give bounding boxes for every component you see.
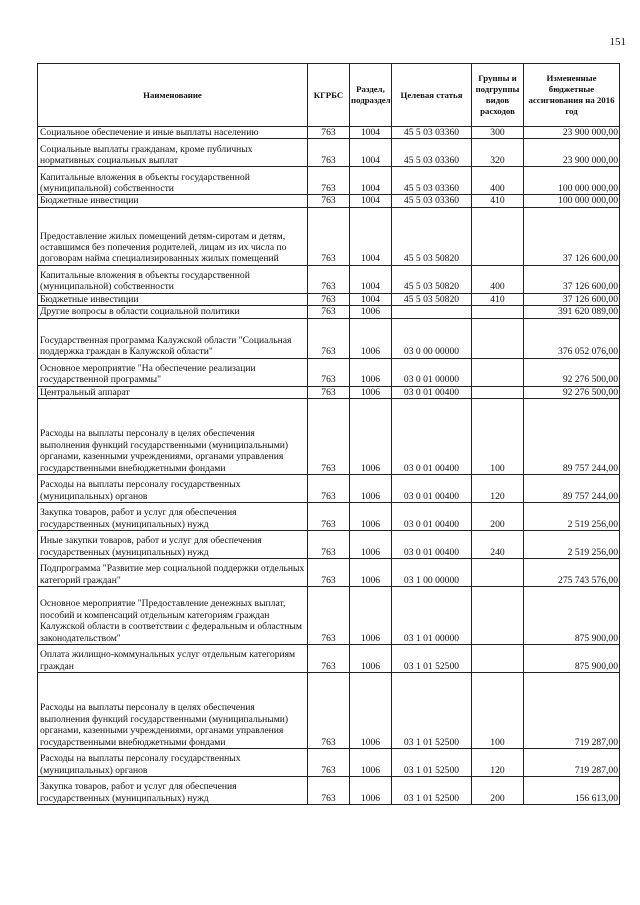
row-group: 400 xyxy=(472,167,524,195)
row-group: 100 xyxy=(472,673,524,749)
row-kgrbs: 763 xyxy=(308,293,350,305)
table-row xyxy=(38,306,620,318)
row-name: Социальное обеспечение и иные выплаты населению xyxy=(38,127,308,139)
row-section: 1004 xyxy=(350,265,392,293)
row-kgrbs: 763 xyxy=(308,195,350,207)
row-kgrbs: 763 xyxy=(308,265,350,293)
row-name: Бюджетные инвестиции xyxy=(38,293,308,305)
row-kgrbs: 763 xyxy=(308,399,350,475)
row-target: 45 5 03 03360 xyxy=(392,139,472,167)
row-group: 200 xyxy=(472,503,524,531)
row-section: 1004 xyxy=(350,293,392,305)
row-kgrbs: 763 xyxy=(308,587,350,645)
row-section: 1006 xyxy=(350,475,392,503)
row-target: 03 0 00 00000 xyxy=(392,318,472,358)
row-amount: 92 276 500,00 xyxy=(524,386,620,398)
row-amount: 2 519 256,00 xyxy=(524,531,620,559)
row-group: 410 xyxy=(472,293,524,305)
row-amount: 37 126 600,00 xyxy=(524,207,620,265)
row-target: 03 0 01 00000 xyxy=(392,358,472,386)
row-group xyxy=(472,306,524,318)
row-name: Оплата жилищно-коммунальных услуг отдельным категориям граждан xyxy=(38,645,308,673)
row-name: Другие вопросы в области социальной политики xyxy=(38,306,308,318)
page-number: 151 xyxy=(609,36,626,48)
row-section: 1006 xyxy=(350,531,392,559)
row-target: 45 5 03 50820 xyxy=(392,293,472,305)
header-target: Целевая статья xyxy=(392,64,472,127)
row-group: 120 xyxy=(472,475,524,503)
row-amount: 391 620 089,00 xyxy=(524,306,620,318)
row-amount: 719 287,00 xyxy=(524,673,620,749)
row-name: Подпрограмма "Развитие мер социальной поддержки отдельных категорий граждан" xyxy=(38,559,308,587)
row-name: Расходы на выплаты персоналу в целях обеспечения выполнения функций государственными (муниципальными) органами, казенными учреждениями, органами управления государственными внебюджетными фондами xyxy=(38,399,308,475)
row-target: 03 1 01 52500 xyxy=(392,645,472,673)
header-groups: Группы и подгруппы видов расходов xyxy=(472,64,524,127)
row-kgrbs: 763 xyxy=(308,673,350,749)
table-row xyxy=(38,358,620,386)
header-kgrbs: КГРБС xyxy=(308,64,350,127)
row-name: Социальные выплаты гражданам, кроме публичных нормативных социальных выплат xyxy=(38,139,308,167)
row-group: 300 xyxy=(472,127,524,139)
row-amount: 275 743 576,00 xyxy=(524,559,620,587)
row-group xyxy=(472,358,524,386)
row-kgrbs: 763 xyxy=(308,167,350,195)
row-name: Иные закупки товаров, работ и услуг для обеспечения государственных (муниципальных) нужд xyxy=(38,531,308,559)
row-section: 1006 xyxy=(350,306,392,318)
table-row xyxy=(38,645,620,673)
row-kgrbs: 763 xyxy=(308,127,350,139)
row-name: Расходы на выплаты персоналу в целях обеспечения выполнения функций государственными (муниципальными) органами, казенными учреждениями, органами управления государственными внебюджетными фондами xyxy=(38,673,308,749)
row-section: 1006 xyxy=(350,358,392,386)
row-target: 45 5 03 03360 xyxy=(392,167,472,195)
row-section: 1004 xyxy=(350,195,392,207)
row-section: 1006 xyxy=(350,318,392,358)
row-group: 240 xyxy=(472,531,524,559)
table-row xyxy=(38,777,620,805)
row-section: 1006 xyxy=(350,673,392,749)
row-target: 03 0 01 00400 xyxy=(392,475,472,503)
row-name: Основное мероприятие "Предоставление денежных выплат, пособий и компенсаций отдельным категориям граждан Калужской области в соответствии с федеральным и областным законодательством" xyxy=(38,587,308,645)
row-amount: 875 900,00 xyxy=(524,645,620,673)
header-section: Раздел, подраздел xyxy=(350,64,392,127)
row-kgrbs: 763 xyxy=(308,749,350,777)
row-section: 1006 xyxy=(350,749,392,777)
row-name: Закупка товаров, работ и услуг для обеспечения государственных (муниципальных) нужд xyxy=(38,777,308,805)
row-target: 03 1 01 52500 xyxy=(392,777,472,805)
row-target xyxy=(392,306,472,318)
row-section: 1006 xyxy=(350,503,392,531)
row-section: 1004 xyxy=(350,139,392,167)
header-name: Наименование xyxy=(38,64,308,127)
row-name: Расходы на выплаты персоналу государственных (муниципальных) органов xyxy=(38,749,308,777)
row-name: Капитальные вложения в объекты государственной (муниципальной) собственности xyxy=(38,167,308,195)
table-row xyxy=(38,503,620,531)
row-amount: 37 126 600,00 xyxy=(524,265,620,293)
row-section: 1006 xyxy=(350,399,392,475)
row-kgrbs: 763 xyxy=(308,503,350,531)
row-target: 03 0 01 00400 xyxy=(392,386,472,398)
row-group xyxy=(472,645,524,673)
row-amount: 100 000 000,00 xyxy=(524,167,620,195)
row-amount: 92 276 500,00 xyxy=(524,358,620,386)
row-group: 400 xyxy=(472,265,524,293)
row-target: 03 1 01 52500 xyxy=(392,749,472,777)
row-amount: 719 287,00 xyxy=(524,749,620,777)
table-row xyxy=(38,386,620,398)
table-row xyxy=(38,195,620,207)
table-row xyxy=(38,139,620,167)
row-group xyxy=(472,386,524,398)
table-row xyxy=(38,167,620,195)
table-row xyxy=(38,475,620,503)
budget-table xyxy=(37,63,620,805)
table-row xyxy=(38,587,620,645)
row-section: 1006 xyxy=(350,777,392,805)
row-kgrbs: 763 xyxy=(308,531,350,559)
row-kgrbs: 763 xyxy=(308,386,350,398)
row-amount: 37 126 600,00 xyxy=(524,293,620,305)
row-group: 100 xyxy=(472,399,524,475)
row-target: 45 5 03 03360 xyxy=(392,195,472,207)
row-name: Предоставление жилых помещений детям-сиротам и детям, оставшимся без попечения родителей, лицам из их числа по договорам найма специализированных жилых помещений xyxy=(38,207,308,265)
row-kgrbs: 763 xyxy=(308,306,350,318)
row-kgrbs: 763 xyxy=(308,139,350,167)
row-group: 410 xyxy=(472,195,524,207)
row-amount: 23 900 000,00 xyxy=(524,127,620,139)
row-target: 03 1 00 00000 xyxy=(392,559,472,587)
row-target: 45 5 03 50820 xyxy=(392,207,472,265)
row-target: 45 5 03 50820 xyxy=(392,265,472,293)
row-group xyxy=(472,559,524,587)
table-row xyxy=(38,673,620,749)
row-name: Центральный аппарат xyxy=(38,386,308,398)
row-group xyxy=(472,318,524,358)
table-row xyxy=(38,265,620,293)
row-group xyxy=(472,207,524,265)
row-amount: 89 757 244,00 xyxy=(524,399,620,475)
row-group xyxy=(472,587,524,645)
table-row xyxy=(38,399,620,475)
row-amount: 376 052 076,00 xyxy=(524,318,620,358)
row-group: 320 xyxy=(472,139,524,167)
table-row xyxy=(38,559,620,587)
row-amount: 100 000 000,00 xyxy=(524,195,620,207)
row-name: Расходы на выплаты персоналу государственных (муниципальных) органов xyxy=(38,475,308,503)
row-kgrbs: 763 xyxy=(308,358,350,386)
row-group: 120 xyxy=(472,749,524,777)
row-group: 200 xyxy=(472,777,524,805)
row-target: 03 1 01 00000 xyxy=(392,587,472,645)
row-section: 1006 xyxy=(350,559,392,587)
row-section: 1006 xyxy=(350,386,392,398)
header-amount: Измененные бюджетные ассигнования на 2016 год xyxy=(524,64,620,127)
row-section: 1006 xyxy=(350,645,392,673)
row-name: Бюджетные инвестиции xyxy=(38,195,308,207)
table-row xyxy=(38,127,620,139)
row-kgrbs: 763 xyxy=(308,207,350,265)
row-kgrbs: 763 xyxy=(308,777,350,805)
header-row xyxy=(38,64,620,127)
row-target: 03 0 01 00400 xyxy=(392,399,472,475)
row-amount: 23 900 000,00 xyxy=(524,139,620,167)
row-amount: 156 613,00 xyxy=(524,777,620,805)
row-section: 1004 xyxy=(350,207,392,265)
row-name: Государственная программа Калужской области "Социальная поддержка граждан в Калужской области" xyxy=(38,318,308,358)
table-row xyxy=(38,531,620,559)
row-kgrbs: 763 xyxy=(308,318,350,358)
row-name: Закупка товаров, работ и услуг для обеспечения государственных (муниципальных) нужд xyxy=(38,503,308,531)
row-kgrbs: 763 xyxy=(308,645,350,673)
row-amount: 2 519 256,00 xyxy=(524,503,620,531)
row-target: 03 0 01 00400 xyxy=(392,503,472,531)
row-target: 03 0 01 00400 xyxy=(392,531,472,559)
row-section: 1004 xyxy=(350,127,392,139)
row-section: 1006 xyxy=(350,587,392,645)
table-row xyxy=(38,293,620,305)
row-target: 45 5 03 03360 xyxy=(392,127,472,139)
table-row xyxy=(38,749,620,777)
row-name: Основное мероприятие "На обеспечение реализации государственной программы" xyxy=(38,358,308,386)
row-name: Капитальные вложения в объекты государственной (муниципальной) собственности xyxy=(38,265,308,293)
table-row xyxy=(38,318,620,358)
row-section: 1004 xyxy=(350,167,392,195)
row-amount: 89 757 244,00 xyxy=(524,475,620,503)
row-target: 03 1 01 52500 xyxy=(392,673,472,749)
table-row xyxy=(38,207,620,265)
row-kgrbs: 763 xyxy=(308,559,350,587)
row-kgrbs: 763 xyxy=(308,475,350,503)
row-amount: 875 900,00 xyxy=(524,587,620,645)
